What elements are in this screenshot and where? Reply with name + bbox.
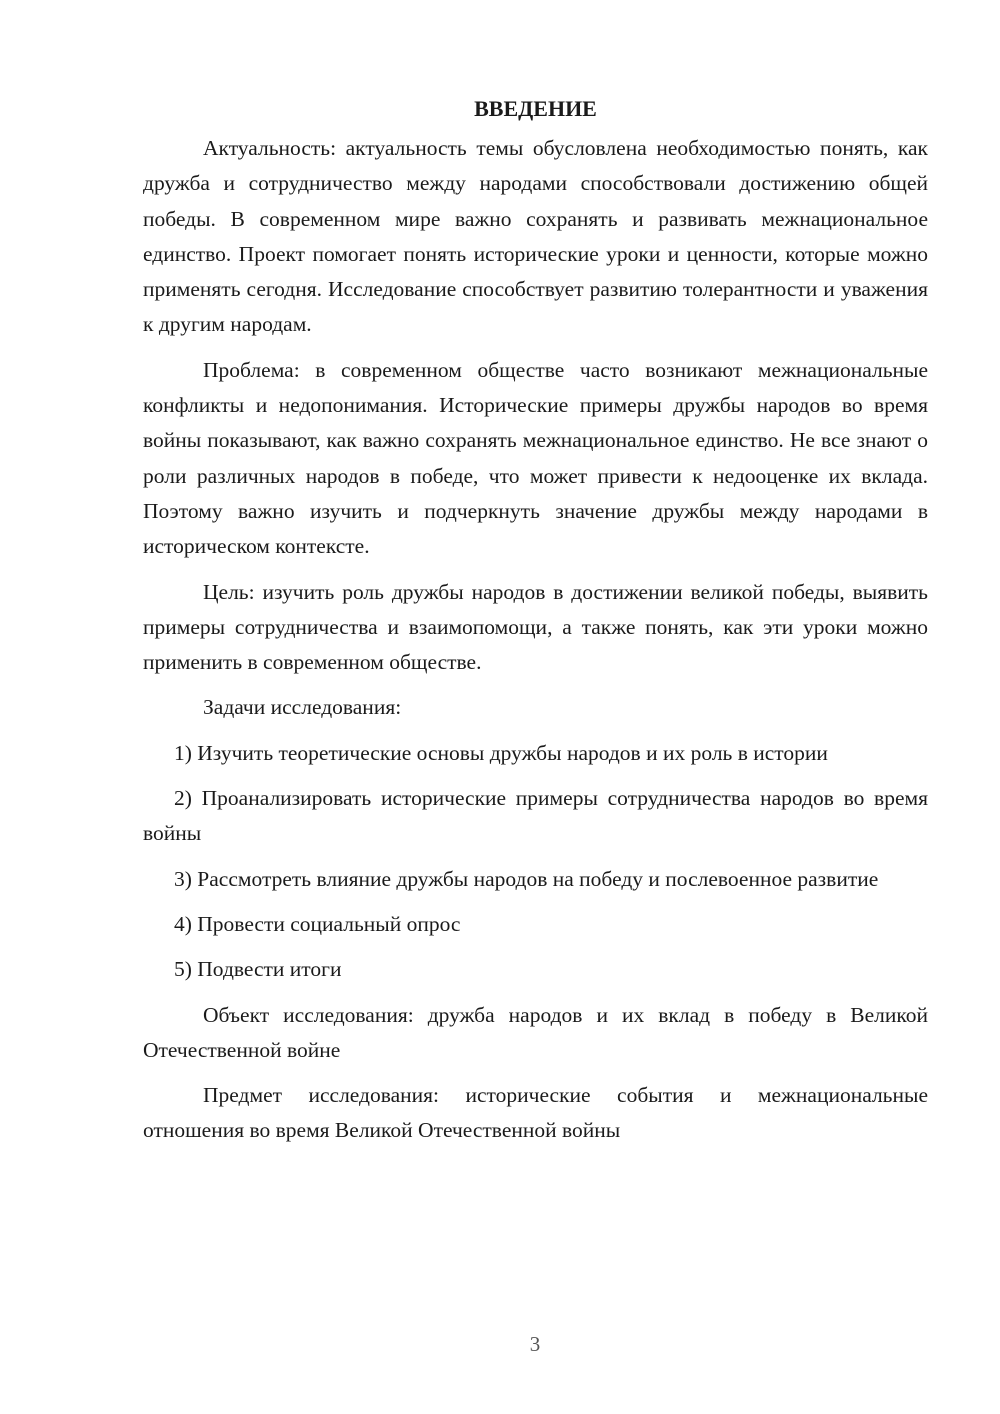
page-number: 3 <box>529 1332 541 1356</box>
task-item-4: 4) Провести социальный опрос <box>174 911 461 936</box>
task-item-1: 1) Изучить теоретические основы дружбы народов и их роль в истории <box>174 740 828 765</box>
document-page <box>143 92 928 1159</box>
task-item-3: 3) Рассмотреть влияние дружбы народов на победу и послевоенное развитие <box>174 866 879 891</box>
goal-paragraph: Цель: изучить роль дружбы народов в достижении великой победы, выявить примеры сотрудничества и взаимопомощи, а также понять, как эти уроки можно применить в современном обществе. <box>143 579 928 675</box>
task-item-2: 2) Проанализировать исторические примеры сотрудничества народов во время войны <box>143 786 928 846</box>
problem-paragraph: Проблема: в современном обществе часто возникают межнациональные конфликты и недопонимания. Исторические примеры дружбы народов во время войны показывают, как важно сохранять межнациональное единство. Не все знают о роли различных народов в победе, что может привести к недооценке их вклада. Поэтому важно изучить и подчеркнуть значение дружбы между народами в историческом контексте. <box>143 357 928 559</box>
relevance-paragraph: Актуальность: актуальность темы обусловлена необходимостью понять, как дружба и сотрудничество между народами способствовали достижению общей победы. В современном мире важно сохранять и развивать межнациональное единство. Проект помогает понять исторические уроки и ценности, которые можно применять сегодня. Исследование способствует развитию толерантности и уважения к другим народам. <box>143 136 928 337</box>
object-paragraph: Объект исследования: дружба народов и их вклад в победу в Великой Отечественной войне <box>143 1002 928 1062</box>
task-item-5: 5) Подвести итоги <box>174 957 342 982</box>
tasks-intro: Задачи исследования: <box>203 695 402 720</box>
document-title: ВВЕДЕНИЕ <box>474 96 597 121</box>
subject-paragraph: Предмет исследования: исторические события и межнациональные отношения во время Великой Отечественной войны <box>143 1083 928 1143</box>
